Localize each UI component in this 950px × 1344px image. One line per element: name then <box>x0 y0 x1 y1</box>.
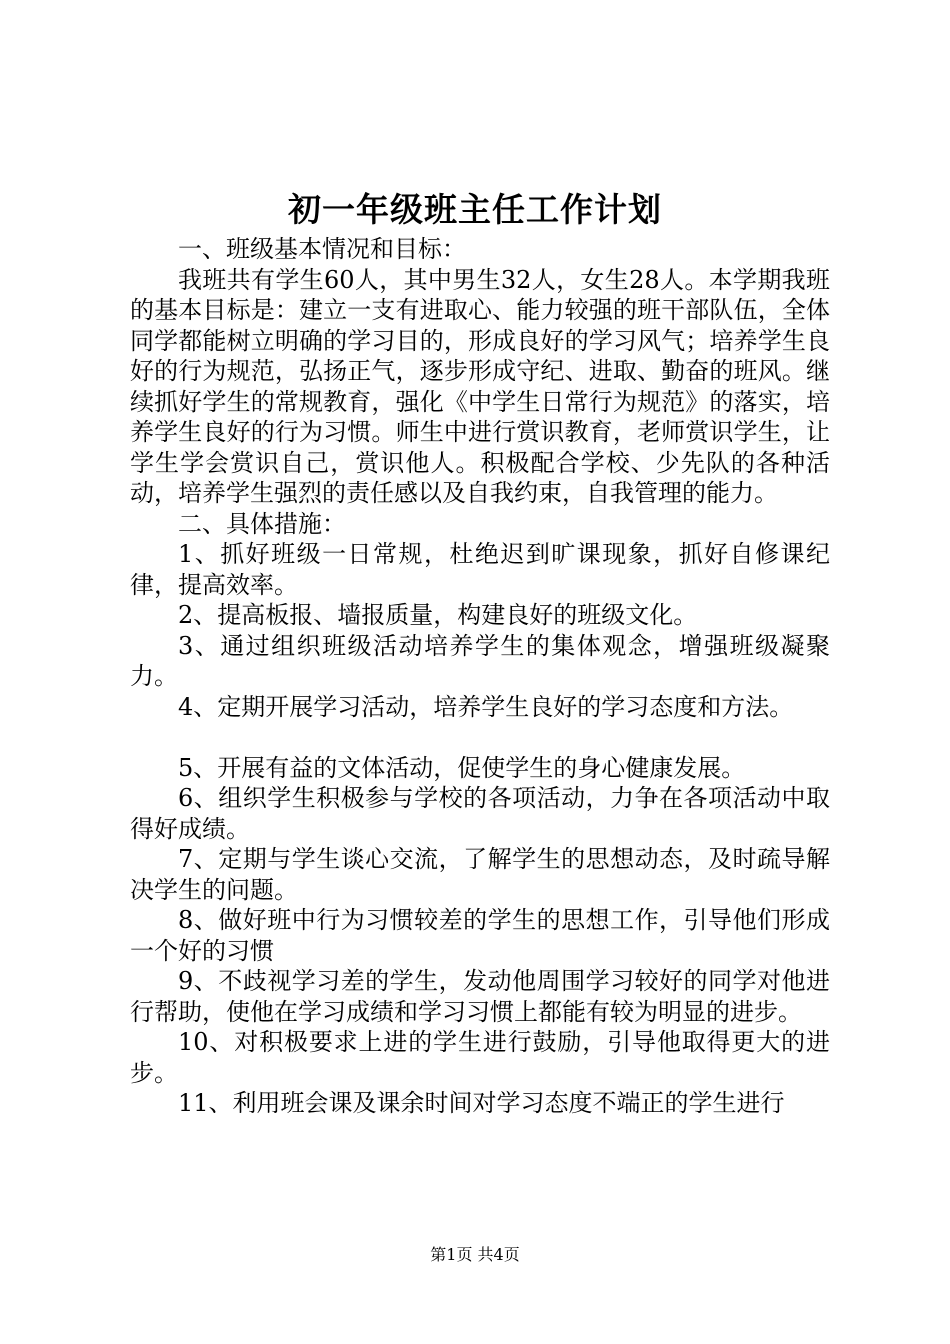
measure-item-8: 8、做好班中行为习惯较差的学生的思想工作，引导他们形成一个好的习惯 <box>130 906 830 965</box>
measure-item-6: 6、组织学生积极参与学校的各项活动，力争在各项活动中取得好成绩。 <box>130 784 830 843</box>
section-heading-2: 二、具体措施： <box>178 509 346 538</box>
measure-item-4: 4、定期开展学习活动，培养学生良好的学习态度和方法。 <box>178 692 794 721</box>
measure-item-5: 5、开展有益的文体活动，促使学生的身心健康发展。 <box>178 753 746 782</box>
measure-item-11: 11、利用班会课及课余时间对学习态度不端正的学生进行 <box>178 1089 785 1117</box>
document-title: 初一年级班主任工作计划 <box>288 190 662 229</box>
measure-item-7: 7、定期与学生谈心交流，了解学生的思想动态，及时疏导解决学生的问题。 <box>130 845 830 904</box>
page-footer: 第1页 共4页 <box>430 1245 520 1264</box>
measure-item-3: 3、通过组织班级活动培养学生的集体观念，增强班级凝聚力。 <box>130 631 830 690</box>
paragraph-class-overview: 我班共有学生60人，其中男生32人，女生28人。本学期我班的基本目标是：建立一支有进取心、能力较强的班干部队伍，全体同学都能树立明确的学习目的，形成良好的学习风气；培养学生良好的行为规范，弘扬正气，逐步形成守纪、进取、勤奋的班风。继续抓好学生的常规教育，强化《中学生日常行为规范》的落实，培养学生良好的行为习惯。师生中进行赏识教育，老师赏识学生，让学生学会赏识自己，赏识他人。积极配合学校、少先队的各种活动，培养学生强烈的责任感以及自我约束，自我管理的能力。 <box>130 265 830 507</box>
blank-line <box>130 722 830 753</box>
section-heading-1: 一、班级基本情况和目标： <box>178 235 466 263</box>
measure-item-2: 2、提高板报、墙报质量，构建良好的班级文化。 <box>178 601 698 629</box>
measure-item-1: 1、抓好班级一日常规，杜绝迟到旷课现象，抓好自修课纪律，提高效率。 <box>130 540 830 599</box>
measure-item-9: 9、不歧视学习差的学生，发动他周围学习较好的同学对他进行帮助，使他在学习成绩和学习习惯上都能有较为明显的进步。 <box>130 967 830 1026</box>
document-body <box>130 234 830 1119</box>
measure-item-10: 10、对积极要求上进的学生进行鼓励，引导他取得更大的进步。 <box>130 1028 830 1087</box>
